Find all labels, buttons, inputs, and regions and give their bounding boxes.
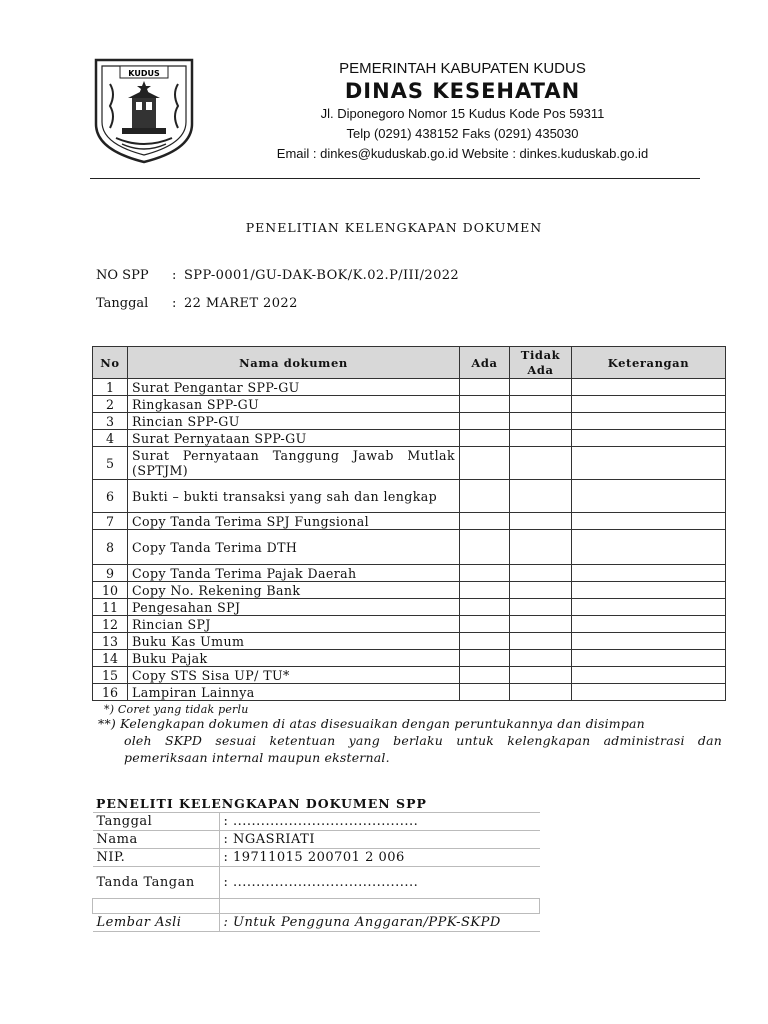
- row-ada-cell: [460, 513, 510, 530]
- row-tidak-ada-cell: [510, 480, 572, 513]
- sig-row-nama: [93, 831, 540, 849]
- no-spp-colon: :: [172, 268, 177, 283]
- table-row: [93, 413, 726, 430]
- table-row: [93, 447, 726, 480]
- row-tidak-ada-cell: [510, 616, 572, 633]
- row-ada-cell: [460, 633, 510, 650]
- row-document-name: Surat Pengantar SPP-GU: [128, 379, 460, 396]
- row-ada-cell: [460, 447, 510, 480]
- sig-row-lembar-asli: [93, 914, 540, 932]
- row-document-name: Buku Pajak: [128, 650, 460, 667]
- row-ada-cell: [460, 616, 510, 633]
- row-document-name: Surat Pernyataan Tanggung Jawab Mutlak (SPTJM): [128, 447, 460, 480]
- kudus-coat-of-arms-logo: [92, 54, 196, 164]
- sig-nip-label: NIP.: [93, 849, 220, 867]
- row-tidak-ada-cell: [510, 582, 572, 599]
- tanggal-label: Tanggal: [96, 296, 149, 311]
- table-row: [93, 684, 726, 701]
- row-keterangan-cell: [572, 650, 726, 667]
- row-document-name: Copy Tanda Terima Pajak Daerah: [128, 565, 460, 582]
- row-keterangan-cell: [572, 667, 726, 684]
- row-keterangan-cell: [572, 582, 726, 599]
- row-keterangan-cell: [572, 396, 726, 413]
- row-keterangan-cell: [572, 413, 726, 430]
- header-ada: Ada: [460, 347, 510, 379]
- table-row: [93, 565, 726, 582]
- department-name: DINAS KESEHATAN: [344, 79, 581, 103]
- row-no: 7: [93, 513, 128, 530]
- row-no: 8: [93, 530, 128, 565]
- sig-lembar-label: Lembar Asli: [93, 914, 220, 932]
- row-no: 13: [93, 633, 128, 650]
- sig-nama-label: Nama: [93, 831, 220, 849]
- tanggal-colon: :: [172, 296, 177, 311]
- row-tidak-ada-cell: [510, 633, 572, 650]
- row-tidak-ada-cell: [510, 396, 572, 413]
- row-ada-cell: [460, 684, 510, 701]
- row-no: 6: [93, 480, 128, 513]
- sig-spacer-cell-left: [93, 899, 220, 914]
- table-row: [93, 530, 726, 565]
- table-row: [93, 396, 726, 413]
- row-tidak-ada-cell: [510, 530, 572, 565]
- row-tidak-ada-cell: [510, 430, 572, 447]
- row-document-name: Pengesahan SPJ: [128, 599, 460, 616]
- row-document-name: Copy STS Sisa UP/ TU*: [128, 667, 460, 684]
- sig-ttd-label: Tanda Tangan: [93, 867, 220, 899]
- note2-first-line: **) Kelengkapan dokumen di atas disesuaikan dengan peruntukannya dan disimpan: [98, 716, 645, 731]
- row-ada-cell: [460, 430, 510, 447]
- row-tidak-ada-cell: [510, 413, 572, 430]
- row-tidak-ada-cell: [510, 684, 572, 701]
- row-no: 11: [93, 599, 128, 616]
- row-ada-cell: [460, 667, 510, 684]
- row-ada-cell: [460, 565, 510, 582]
- table-row: [93, 513, 726, 530]
- row-keterangan-cell: [572, 430, 726, 447]
- header-no: No: [93, 347, 128, 379]
- header-tidak-ada-line1: Tidak: [520, 347, 561, 362]
- sig-row-nip: [93, 849, 540, 867]
- table-row: [93, 599, 726, 616]
- row-document-name: Lampiran Lainnya: [128, 684, 460, 701]
- sig-lembar-value: : Untuk Pengguna Anggaran/PPK-SKPD: [219, 914, 540, 932]
- row-tidak-ada-cell: [510, 513, 572, 530]
- row-ada-cell: [460, 582, 510, 599]
- table-row: [93, 480, 726, 513]
- logo-text: KUDUS: [128, 69, 160, 78]
- row-keterangan-cell: [572, 633, 726, 650]
- table-row: [93, 379, 726, 396]
- row-ada-cell: [460, 480, 510, 513]
- row-tidak-ada-cell: [510, 565, 572, 582]
- row-document-name: Bukti – bukti transaksi yang sah dan lengkap: [128, 480, 460, 513]
- sig-nip-value: : 19711015 200701 2 006: [219, 849, 540, 867]
- row-keterangan-cell: [572, 616, 726, 633]
- sig-spacer-row: [93, 899, 540, 914]
- row-document-name: Copy Tanda Terima SPJ Fungsional: [128, 513, 460, 530]
- row-tidak-ada-cell: [510, 667, 572, 684]
- sig-ttd-value: : ........................................: [219, 867, 540, 899]
- row-no: 1: [93, 379, 128, 396]
- note-document-completeness: [98, 715, 722, 766]
- row-no: 10: [93, 582, 128, 599]
- no-spp-label: NO SPP: [96, 268, 149, 283]
- row-keterangan-cell: [572, 684, 726, 701]
- row-keterangan-cell: [572, 513, 726, 530]
- row-ada-cell: [460, 379, 510, 396]
- row-document-name: Copy Tanda Terima DTH: [128, 530, 460, 565]
- email-website-line: Email : dinkes@kuduskab.go.id Website : dinkes.kuduskab.go.id: [276, 146, 649, 161]
- row-no: 12: [93, 616, 128, 633]
- sig-tanggal-label: Tanggal: [93, 813, 220, 831]
- peneliti-section-title: PENELITI KELENGKAPAN DOKUMEN SPP: [96, 796, 427, 811]
- row-document-name: Rincian SPJ: [128, 616, 460, 633]
- header-keterangan: Keterangan: [572, 347, 726, 379]
- sig-nama-value: : NGASRIATI: [219, 831, 540, 849]
- row-document-name: Buku Kas Umum: [128, 633, 460, 650]
- header-tidak-ada: [510, 347, 572, 379]
- no-spp-value: SPP-0001/GU-DAK-BOK/K.02.P/III/2022: [184, 268, 460, 283]
- table-row: [93, 650, 726, 667]
- row-keterangan-cell: [572, 447, 726, 480]
- header-nama-dokumen: Nama dokumen: [128, 347, 460, 379]
- table-row: [93, 633, 726, 650]
- tanggal-value: 22 MARET 2022: [184, 296, 298, 311]
- row-keterangan-cell: [572, 565, 726, 582]
- header-tidak-ada-line2: Ada: [527, 362, 554, 377]
- row-document-name: Rincian SPP-GU: [128, 413, 460, 430]
- sig-spacer-cell-right: [219, 899, 540, 914]
- row-ada-cell: [460, 396, 510, 413]
- row-keterangan-cell: [572, 530, 726, 565]
- row-tidak-ada-cell: [510, 650, 572, 667]
- row-ada-cell: [460, 650, 510, 667]
- document-checklist-table: [92, 346, 726, 701]
- peneliti-signature-table: [92, 812, 540, 932]
- note2-continuation: oleh SKPD sesuai ketentuan yang berlaku untuk kelengkapan administrasi dan pemeriksaan internal maupun eksternal.: [124, 733, 722, 765]
- row-no: 15: [93, 667, 128, 684]
- row-ada-cell: [460, 530, 510, 565]
- sig-row-tanda-tangan: [93, 867, 540, 899]
- row-no: 16: [93, 684, 128, 701]
- row-document-name: Surat Pernyataan SPP-GU: [128, 430, 460, 447]
- row-keterangan-cell: [572, 379, 726, 396]
- table-row: [93, 667, 726, 684]
- table-header-row: [93, 347, 726, 379]
- row-tidak-ada-cell: [510, 447, 572, 480]
- row-no: 2: [93, 396, 128, 413]
- note-strike-unneeded: *) Coret yang tidak perlu: [104, 703, 249, 716]
- row-no: 4: [93, 430, 128, 447]
- table-row: [93, 616, 726, 633]
- government-name: PEMERINTAH KABUPATEN KUDUS: [339, 60, 586, 77]
- row-ada-cell: [460, 599, 510, 616]
- row-tidak-ada-cell: [510, 599, 572, 616]
- address-line: Jl. Diponegoro Nomor 15 Kudus Kode Pos 59311: [320, 106, 605, 121]
- phone-line: Telp (0291) 438152 Faks (0291) 435030: [346, 126, 579, 141]
- row-keterangan-cell: [572, 599, 726, 616]
- row-document-name: Copy No. Rekening Bank: [128, 582, 460, 599]
- row-no: 9: [93, 565, 128, 582]
- row-no: 5: [93, 447, 128, 480]
- letterhead-divider: [90, 178, 700, 179]
- row-document-name: Ringkasan SPP-GU: [128, 396, 460, 413]
- row-ada-cell: [460, 413, 510, 430]
- row-keterangan-cell: [572, 480, 726, 513]
- row-no: 3: [93, 413, 128, 430]
- document-title: PENELITIAN KELENGKAPAN DOKUMEN: [245, 220, 543, 235]
- row-tidak-ada-cell: [510, 379, 572, 396]
- row-no: 14: [93, 650, 128, 667]
- table-row: [93, 430, 726, 447]
- sig-row-tanggal: [93, 813, 540, 831]
- table-row: [93, 582, 726, 599]
- sig-tanggal-value: : ........................................: [219, 813, 540, 831]
